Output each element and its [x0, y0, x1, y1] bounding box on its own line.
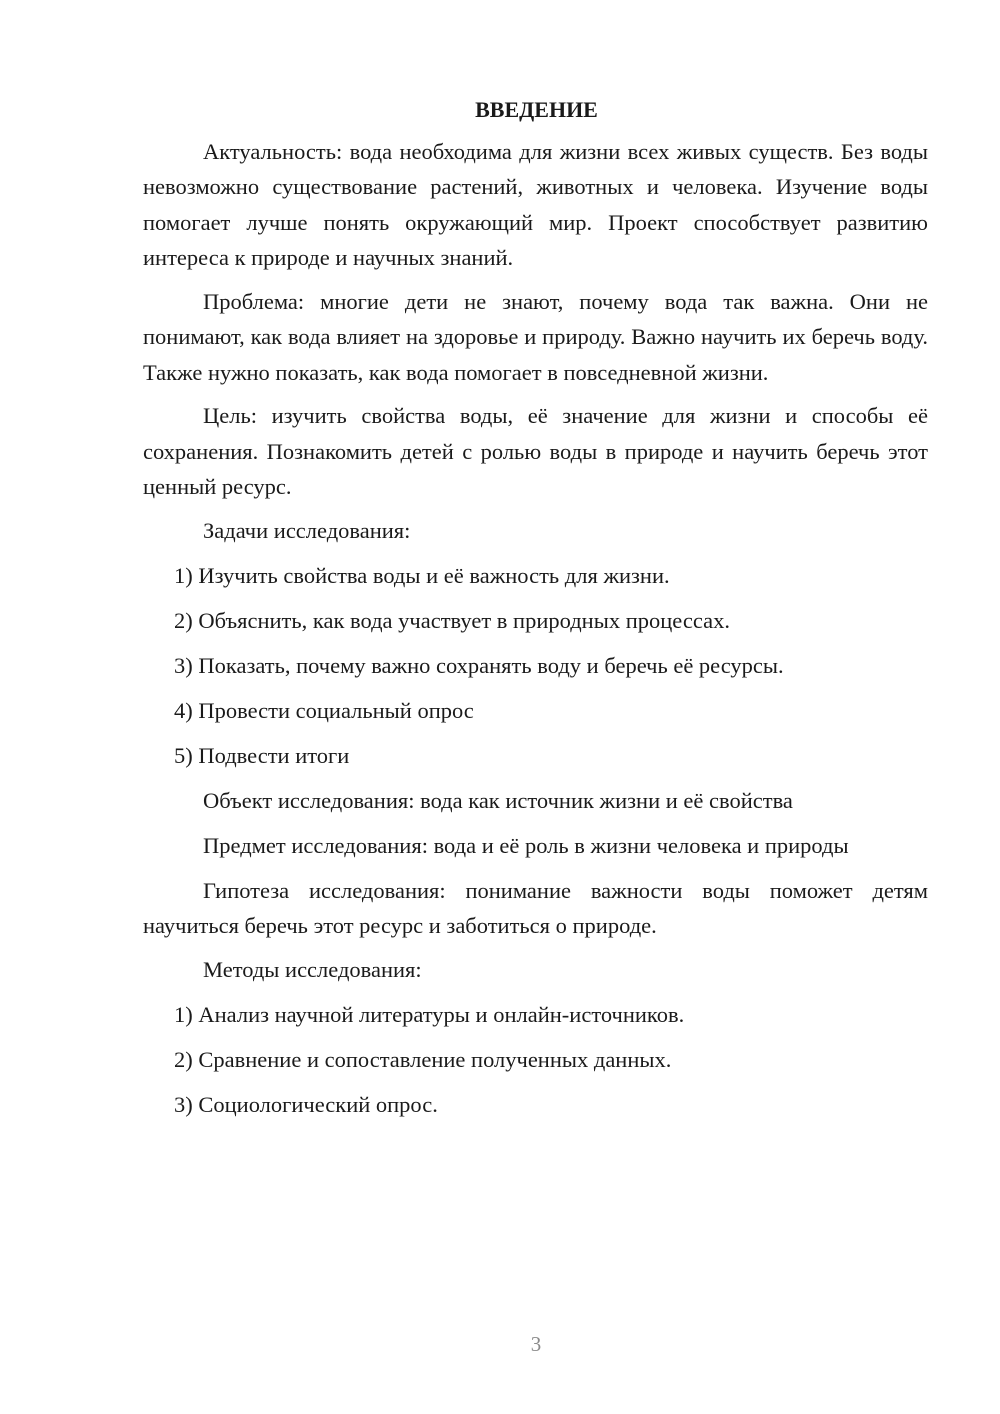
goal-paragraph: Цель: изучить свойства воды, её значение для жизни и способы её сохранения. Познакомить детей с ролью воды в природе и научить беречь этот ценный ресурс. [143, 403, 928, 499]
task-item: 5) Подвести итоги [174, 742, 350, 768]
section-title: ВВЕДЕНИЕ [475, 97, 598, 122]
method-item: 2) Сравнение и сопоставление полученных данных. [174, 1046, 672, 1072]
problem-paragraph: Проблема: многие дети не знают, почему вода так важна. Они не понимают, как вода влияет на здоровье и природу. Важно научить их беречь воду. Также нужно показать, как вода помогает в повседневной жизни. [143, 288, 928, 385]
page-content [143, 92, 928, 1132]
page-number: 3 [530, 1332, 542, 1356]
relevance-paragraph: Актуальность: вода необходима для жизни всех живых существ. Без воды невозможно существование растений, животных и человека. Изучение воды помогает лучше понять окружающий мир. Проект способствует развитию интереса к природе и научных знаний. [143, 138, 928, 270]
method-item: 3) Социологический опрос. [174, 1091, 438, 1117]
task-item: 1) Изучить свойства воды и её важность для жизни. [174, 562, 670, 588]
tasks-heading: Задачи исследования: [203, 517, 411, 543]
task-item: 3) Показать, почему важно сохранять воду и беречь её ресурсы. [174, 652, 784, 678]
task-item: 2) Объяснить, как вода участвует в природных процессах. [174, 607, 730, 633]
method-item: 1) Анализ научной литературы и онлайн-источников. [174, 1001, 685, 1027]
hypothesis-paragraph: Гипотеза исследования: понимание важности воды поможет детям научиться беречь этот ресурс и заботиться о природе. [143, 877, 928, 938]
task-item: 4) Провести социальный опрос [174, 697, 474, 723]
research-object: Объект исследования: вода как источник жизни и её свойства [203, 787, 793, 813]
research-subject: Предмет исследования: вода и её роль в жизни человека и природы [203, 832, 849, 858]
methods-heading: Методы исследования: [203, 956, 422, 982]
